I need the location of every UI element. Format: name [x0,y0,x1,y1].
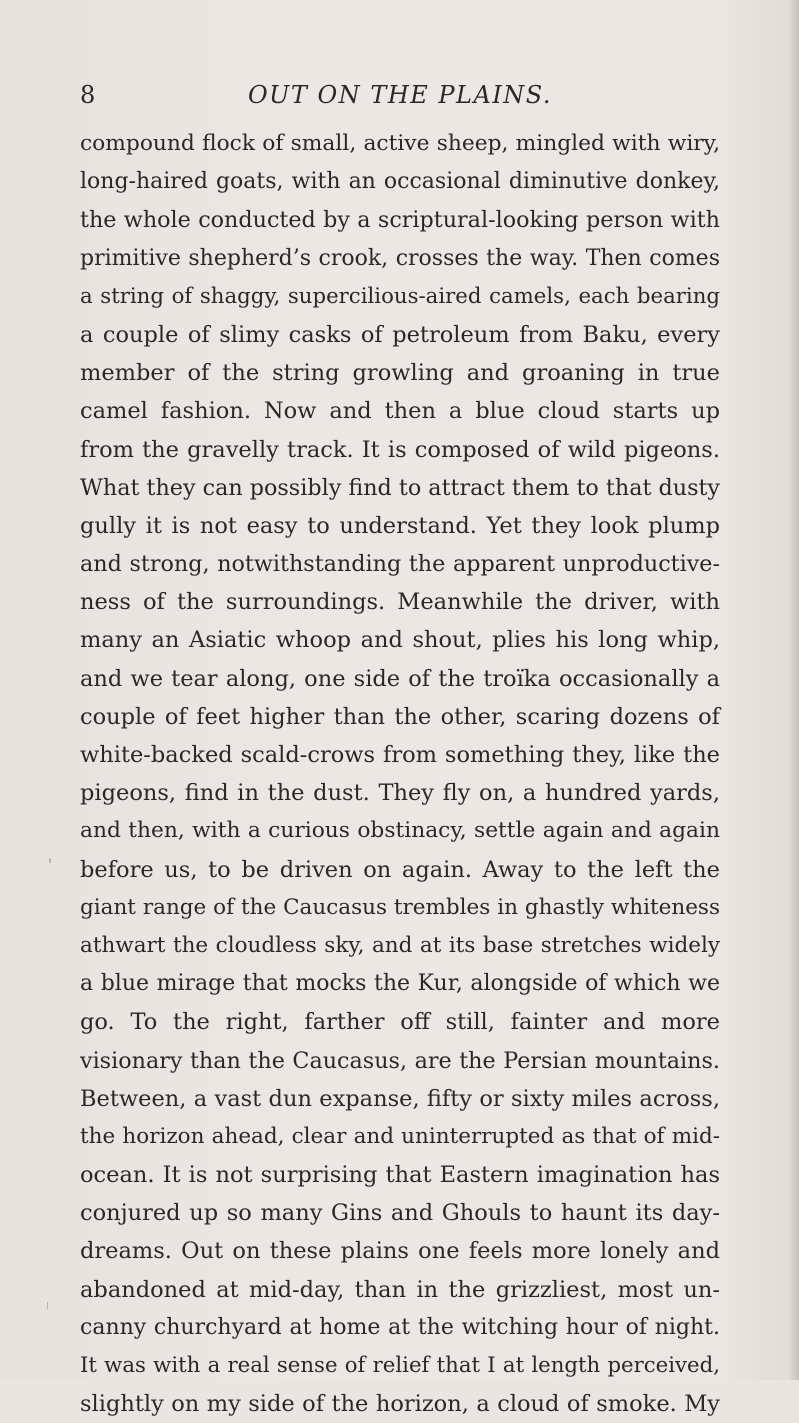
text-line: a string of shaggy, supercilious-aired camels, each bearing [80,283,720,309]
running-title: OUT ON THE PLAINS. [247,81,553,109]
text-line: go. To the right, farther off still, fainter and more [80,1009,720,1036]
text-line: and we tear along, one side of the troïka occasionally a [80,665,720,692]
text-line: giant range of the Caucasus trembles in ghastly whiteness [80,894,720,920]
text-line: member of the string growling and groaning in true [80,360,720,387]
text-line: ness of the surroundings. Meanwhile the driver, with [80,589,720,616]
text-line: athwart the cloudless sky, and at its base stretches widely [80,932,720,958]
text-line: ocean. It is not surprising that Eastern imagination has [80,1162,720,1189]
page-speck [47,1302,48,1309]
text-line: visionary than the Caucasus, are the Persian mountains. [80,1047,720,1074]
text-line: pigeons, find in the dust. They fly on, a hundred yards, [80,780,720,807]
text-line: many an Asiatic whoop and shout, plies his long whip, [80,627,720,654]
page-speck [49,858,51,863]
text-line: long-haired goats, with an occasional diminutive donkey, [80,169,720,195]
page-edge-shadow [789,0,799,1380]
text-line: and strong, notwithstanding the apparent unproductive- [80,551,720,578]
text-line: a couple of slimy casks of petroleum from Baku, every [80,321,720,348]
body-text [80,125,720,1423]
text-line: abandoned at mid-day, than in the grizzliest, most un- [80,1276,720,1303]
text-line: What they can possibly find to attract them to that dusty [80,474,720,501]
text-line: slightly on my side of the horizon, a cloud of smoke. My [80,1391,720,1418]
text-line: and then, with a curious obstinacy, settle again and again [80,818,720,844]
text-line: It was with a real sense of relief that I at length perceived, [80,1353,720,1378]
text-line: the whole conducted by a scriptural-looking person with [80,207,720,234]
text-line: white-backed scald-crows from something they, like the [80,742,720,768]
text-line: from the gravelly track. It is composed of wild pigeons. [80,436,720,463]
text-line: conjured up so many Gins and Ghouls to haunt its day- [80,1200,720,1227]
text-line: couple of feet higher than the other, scaring dozens of [80,703,720,730]
text-line: gully it is not easy to understand. Yet they look plump [80,512,720,539]
text-line: before us, to be driven on again. Away to the left the [80,856,720,883]
text-line: primitive shepherd’s crook, crosses the way. Then comes [80,245,720,271]
text-line: dreams. Out on these plains one feels more lonely and [80,1238,720,1265]
text-line: canny churchyard at home at the witching hour of night. [80,1314,720,1340]
page-header [80,80,720,110]
text-line: compound flock of small, active sheep, mingled with wiry, [80,131,720,156]
page-number: 8 [80,81,96,109]
text-line: Between, a vast dun expanse, fifty or sixty miles across, [80,1085,720,1112]
text-line: a blue mirage that mocks the Kur, alongside of which we [80,971,720,997]
text-line: camel fashion. Now and then a blue cloud starts up [80,398,720,425]
text-line: the horizon ahead, clear and uninterrupted as that of mid- [80,1123,720,1149]
